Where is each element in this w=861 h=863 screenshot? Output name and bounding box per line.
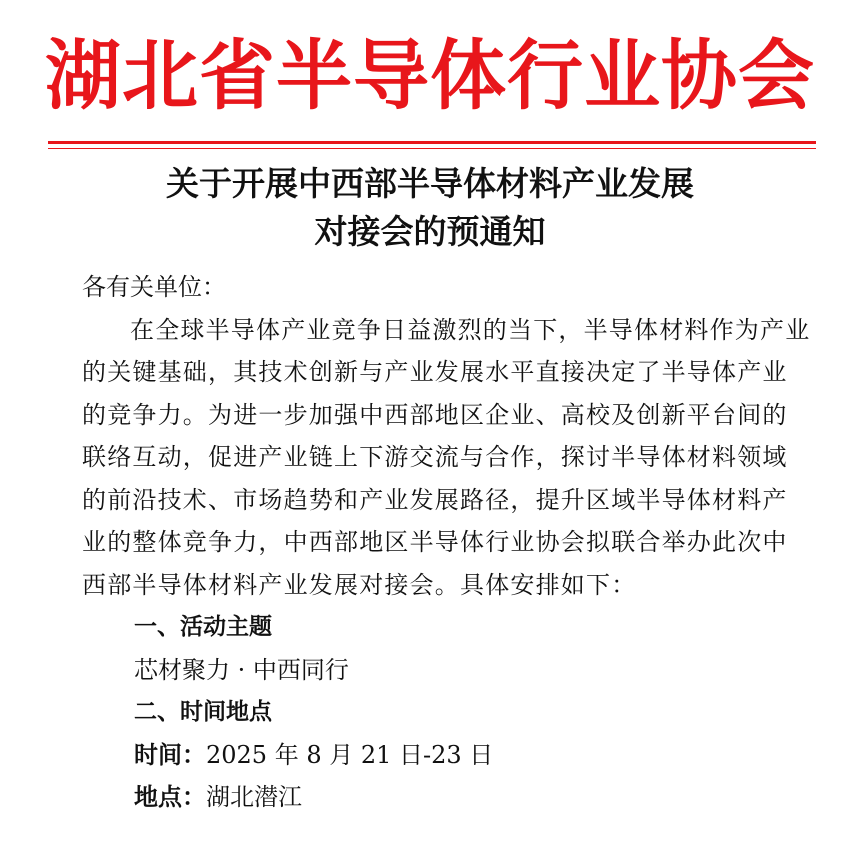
document-body <box>82 266 812 819</box>
time-label: 时间： <box>134 739 206 769</box>
place-label: 地点： <box>134 782 206 811</box>
section-2-heading: 二、时间地点 <box>134 699 272 725</box>
title-line-2: 对接会的预通知 <box>314 212 546 251</box>
salutation: 各有关单位： <box>82 273 226 301</box>
document-title <box>40 160 820 256</box>
time-value: 2025 年 8 月 21 日-23 日 <box>206 740 494 769</box>
header-rule-thick <box>48 141 816 144</box>
organization-name: 湖北省半导体行业协会 <box>45 31 815 120</box>
masthead <box>40 22 820 130</box>
header-rule-thin <box>48 148 816 149</box>
time-row <box>82 734 812 777</box>
section-1-heading: 一、活动主题 <box>134 614 272 640</box>
place-row <box>82 776 812 819</box>
section-1-text: 芯材聚力 · 中西同行 <box>134 655 349 684</box>
intro-paragraph: 在全球半导体产业竞争日益激烈的当下，半导体材料作为产业的关键基础，其技术创新与产业发展水平直接决定了半导体产业的竞争力。为进一步加强中西部地区企业、高校及创新平台间的联络互动，促进产业链上下游交流与合作，探讨半导体材料领域的前沿技术、市场趋势和产业发展路径，提升区域半导体材料产业的整体竞争力，中西部地区半导体行业协会拟联合举办此次中西部半导体材料产业发展对接会。具体安排如下： <box>82 315 811 599</box>
place-value: 湖北潜江 <box>206 783 302 811</box>
title-line-1: 关于开展中西部半导体材料产业发展 <box>166 164 694 203</box>
